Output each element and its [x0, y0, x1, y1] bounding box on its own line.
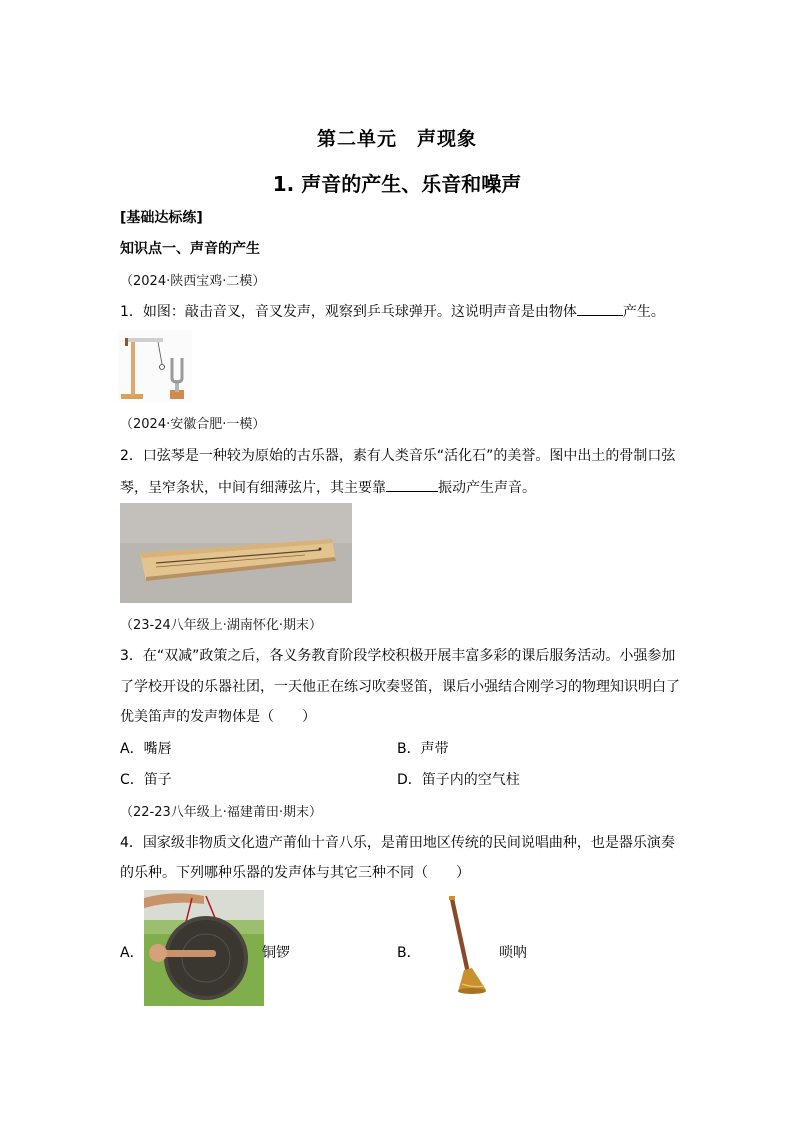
- q1-text: 1．如图：敲击音叉，音叉发声，观察到乒乓球弹开。这说明声音是由物体: [120, 304, 577, 320]
- section-label: [基础达标练]: [120, 210, 203, 226]
- q2-text-end: 振动产生声音。: [438, 480, 536, 496]
- q4-line-2: 的乐种。下列哪种乐器的发声体与其它三种不同（ ）: [120, 865, 470, 881]
- bronze-gong-photo: [144, 890, 264, 1006]
- q3-line-3: 优美笛声的发声物体是（ ）: [120, 709, 316, 725]
- q4-line-1: 4．国家级非物质文化遗产莆仙十音八乐，是莆田地区传统的民间说唱曲种，也是器乐演奏: [120, 835, 675, 851]
- q2-line-1: 2．口弦琴是一种较为原始的古乐器，素有人类音乐“活化石”的美誉。图中出土的骨制口弦: [120, 448, 676, 464]
- q3-option-d[interactable]: D．笛子内的空气柱: [397, 772, 520, 788]
- q4-option-b-label: 唢呐: [499, 945, 527, 961]
- q3-option-b[interactable]: B．声带: [397, 741, 449, 757]
- q2-text: 琴，呈窄条状，中间有细薄弦片，其主要靠: [120, 480, 386, 496]
- suona-photo: [440, 896, 492, 996]
- q3-source: （23-24八年级上·湖南怀化·期末）: [120, 618, 323, 633]
- q1-stem: [120, 301, 665, 321]
- q2-source: （2024·安徽合肥·一模）: [120, 417, 266, 432]
- q3-option-a[interactable]: A．嘴唇: [120, 741, 172, 757]
- q2-line-2: [120, 477, 536, 497]
- q2-answer-blank[interactable]: [386, 477, 438, 492]
- bone-mouth-harp-photo: [120, 503, 352, 603]
- q3-line-2: 了学校开设的乐器社团，一天他正在练习吹奏竖笛，课后小强结合刚学习的物理知识明白了: [120, 679, 680, 695]
- lesson-title: 1. 声音的产生、乐音和噪声: [272, 172, 522, 196]
- q3-line-1: 3．在“双减”政策之后，各义务教育阶段学校积极开展丰富多彩的课后服务活动。小强参加: [120, 648, 676, 664]
- q1-source: （2024·陕西宝鸡·二模）: [120, 274, 266, 289]
- q3-option-c[interactable]: C．笛子: [120, 772, 172, 788]
- tuning-fork-diagram: [118, 330, 192, 402]
- knowledge-point-heading: 知识点一、声音的产生: [120, 241, 260, 257]
- q4-option-a-label: 铜锣: [262, 945, 290, 961]
- q1-answer-blank[interactable]: [577, 301, 623, 316]
- q1-text-end: 产生。: [622, 304, 665, 320]
- q4-option-b[interactable]: B．: [397, 945, 421, 961]
- unit-title: 第二单元 声现象: [316, 128, 477, 150]
- q4-option-a[interactable]: A．: [120, 945, 144, 961]
- q4-source: （22-23八年级上·福建莆田·期末）: [120, 805, 323, 820]
